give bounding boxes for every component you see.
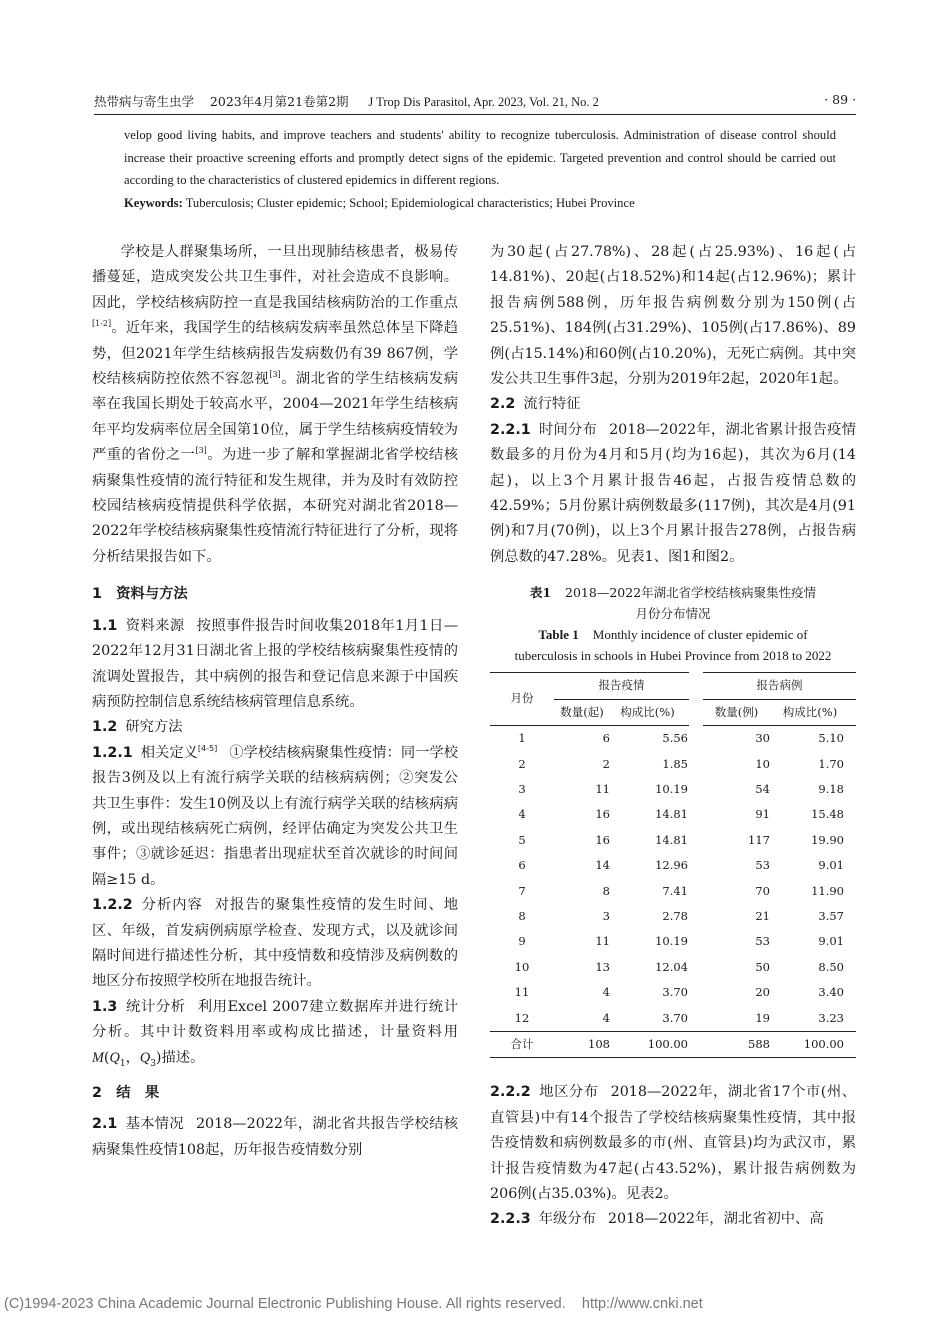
col-count-cases: 数量(例) — [696, 699, 776, 725]
section-2-2-3-number: 2.2.3 — [490, 1211, 531, 1228]
paren-close: ) — [155, 1049, 162, 1066]
left-column — [92, 240, 458, 1163]
month-cell: 8 — [518, 908, 526, 923]
outbreak-count-cell: 6 — [602, 731, 610, 746]
citation-1-2: [1-2] — [92, 319, 112, 329]
case-count-cell: 70 — [755, 883, 770, 898]
outbreak-pct-cell: 10.19 — [655, 781, 688, 796]
month-cell: 9 — [518, 934, 526, 949]
section-2-1-number: 2.1 — [92, 1116, 118, 1133]
outbreak-count-cell: 11 — [595, 934, 610, 949]
case-count-cell: 91 — [755, 807, 770, 822]
quartile-symbol-1: Q — [109, 1049, 120, 1066]
month-cell: 11 — [514, 985, 530, 1000]
table-1-body — [490, 726, 856, 1032]
journal-name-cn: 热带病与寄生虫学 — [94, 94, 195, 109]
keywords-line — [124, 192, 836, 215]
table-row — [490, 853, 856, 878]
section-2-1 — [92, 1112, 458, 1163]
header-rule — [94, 114, 856, 115]
citation-3a: [3] — [269, 370, 281, 380]
page-number: · 89 · — [824, 92, 856, 107]
section-1-2-number: 1.2 — [92, 719, 118, 736]
section-2-2-1-title: 时间分布 — [538, 421, 598, 438]
table-row — [490, 904, 856, 929]
case-count-cell: 53 — [755, 858, 770, 873]
section-1-2-1-number: 1.2.1 — [92, 744, 133, 761]
table-row — [490, 726, 856, 752]
section-1-2 — [92, 715, 458, 740]
section-2-2-2 — [490, 1080, 856, 1207]
table-row — [490, 777, 856, 802]
total-case-pct: 100.00 — [776, 1031, 856, 1057]
col-pct-outbreak: 构成比(%) — [620, 704, 675, 719]
section-1-3-text-b: 描述。 — [161, 1049, 205, 1066]
section-1-2-2-number: 1.2.2 — [92, 897, 133, 914]
header-journal-info — [94, 92, 599, 110]
abstract-block — [124, 124, 836, 214]
month-cell: 12 — [514, 1010, 530, 1025]
table-1-caption-en-line1 — [490, 624, 856, 645]
copyright-footer: (C)1994-2023 China Academic Journal Electronic Publishing House. All rights reserved. http://www.cnki.net — [4, 1296, 703, 1312]
quartile-subscript-3: 3 — [150, 1058, 156, 1069]
table-row — [490, 929, 856, 954]
section-2-2 — [490, 392, 856, 417]
total-outbreak-pct: 100.00 — [614, 1031, 696, 1057]
month-cell: 6 — [518, 858, 526, 873]
outbreak-count-cell: 14 — [595, 858, 610, 873]
table-1-title-en-1: Monthly incidence of cluster epidemic of — [592, 627, 808, 643]
section-1-3 — [92, 995, 458, 1071]
outbreak-pct-cell: 12.96 — [655, 858, 688, 873]
month-cell: 4 — [518, 807, 526, 822]
outbreak-pct-cell: 14.81 — [655, 807, 688, 822]
intro-text-3: 。湖北省的学生结核病发病率在我国长期处于较高水平，2004—2021年学生结核病年平均发病率位居全国第10位，属于学生结核病疫情较为严重的省份之一 — [92, 371, 458, 464]
section-2-heading: 2 结 果 — [92, 1085, 160, 1101]
keywords-label: Keywords: — [124, 195, 183, 210]
section-2-2-2-number: 2.2.2 — [490, 1084, 531, 1101]
section-1-3-number: 1.3 — [92, 998, 118, 1015]
col-month-header: 月份 — [490, 673, 554, 726]
case-pct-cell: 8.50 — [818, 959, 844, 974]
outbreak-pct-cell: 3.70 — [662, 985, 688, 1000]
section-1-2-1 — [92, 741, 458, 893]
section-1-1-title: 资料来源 — [125, 617, 185, 634]
intro-text-4: 。为进一步了解和掌握湖北省学校结核病聚集性疫情的流行特征和发生规律，并为及时有效防控校园结核病疫情提供科学依据，本研究对湖北省2018—2022年学校结核病聚集性疫情流行特征进行了分析，现将分析结果报告如下。 — [92, 447, 459, 565]
outbreak-count-cell: 3 — [602, 908, 610, 923]
month-cell: 10 — [514, 959, 530, 974]
section-2-1-text: 2018—2022年，湖北省共报告学校结核病聚集性疫情108起，历年报告疫情数分别 — [92, 1116, 458, 1158]
case-pct-cell: 5.10 — [818, 731, 844, 746]
outbreak-pct-cell: 14.81 — [655, 832, 688, 847]
running-header — [94, 90, 856, 112]
outbreak-count-cell: 16 — [595, 832, 610, 847]
total-cases: 588 — [696, 1031, 776, 1057]
section-1-2-1-title-wrap — [141, 745, 218, 761]
right-column — [490, 240, 856, 1233]
case-count-cell: 21 — [755, 908, 770, 923]
case-count-cell: 53 — [755, 934, 770, 949]
outbreak-pct-cell: 10.19 — [655, 934, 688, 949]
case-count-cell: 20 — [755, 985, 770, 1000]
section-2-1-title: 基本情况 — [125, 1116, 184, 1133]
section-1-2-title: 研究方法 — [125, 719, 183, 736]
section-2-2-3-text: 2018—2022年，湖北省初中、高 — [607, 1211, 824, 1228]
section-1-heading: 1 资料与方法 — [92, 586, 188, 603]
section-2-2-1-text: 2018—2022年，湖北省累计报告疫情数最多的月份为4月和5月(均为16起)，其次为6月(14起)，以上3个月累计报告46起，占报告疫情总数的42.59%；5月份累计病例数最多(117例)，其次是4月(91例)和7月(70例)，以上3个月累计报告278例，占报告病例总数的47.28%。见表1、图1和图2。 — [490, 421, 856, 565]
col-group-outbreak: 报告疫情 — [554, 673, 696, 699]
section-1-1 — [92, 614, 458, 716]
section-1-2-1-title: 相关定义 — [140, 744, 198, 761]
table-row — [490, 828, 856, 853]
quartile-separator: ， — [125, 1049, 140, 1066]
section-2-1-continued: 为30起(占27.78%)、28起(占25.93%)、16起(占14.81%)、20起(占18.52%)和14起(占12.96%)；累计报告病例588例，历年报告病例数分别为150例(占25.51%)、184例(占31.29%)、105例(占17.86%)、89例(占15.14%)和60例(占10.20%)，无死亡病例。其中突发公共卫生事件3起，分别为2019年2起，2020年1起。 — [490, 244, 856, 388]
section-2-2-number: 2.2 — [490, 396, 516, 413]
case-pct-cell: 1.70 — [818, 756, 844, 771]
section-1-3-text-a: 利用Excel 2007建立数据库并进行统计分析。其中计数资料用率或构成比描述，计量资料用 — [92, 998, 459, 1041]
citation-4-5: [4-5] — [197, 743, 218, 753]
section-1-2-2-text: 对报告的聚集性疫情的发生时间、地区、年级，首发病例病原学检查、发现方式，以及就诊间隔时间进行描述性分析，其中疫情数和疫情涉及病例数的地区分布按照学校所在地报告统计。 — [92, 897, 459, 990]
table-1 — [490, 672, 856, 1058]
quartile-subscript-1: 1 — [119, 1058, 126, 1069]
month-cell: 1 — [518, 731, 526, 746]
month-cell: 3 — [518, 781, 526, 796]
outbreak-pct-cell: 3.70 — [662, 1010, 688, 1025]
section-1-3-title: 统计分析 — [125, 998, 186, 1015]
section-1-2-2 — [92, 893, 458, 995]
median-symbol: M — [92, 1049, 104, 1066]
outbreak-count-cell: 16 — [595, 807, 610, 822]
case-pct-cell: 15.48 — [811, 807, 844, 822]
outbreak-count-cell: 11 — [595, 781, 610, 796]
section-2-2-3-title: 年级分布 — [538, 1211, 596, 1228]
section-2-2-2-text: 2018—2022年，湖北省17个市(州、直管县)中有14个报告了学校结核病聚集性疫情，其中报告疫情数和病例数最多的市(州、直管县)均为武汉市，累计报告疫情数为47起(占43.52%)，累计报告病例数为206例(占35.03%)。见表2。 — [490, 1084, 856, 1202]
case-pct-cell: 9.01 — [818, 858, 844, 873]
table-1-number-en: Table 1 — [538, 627, 579, 643]
case-count-cell: 54 — [755, 781, 770, 796]
month-cell: 7 — [518, 883, 526, 898]
case-pct-cell: 3.40 — [818, 985, 844, 1000]
table-row — [490, 980, 856, 1005]
case-pct-cell: 11.90 — [811, 883, 844, 898]
col-group-cases: 报告病例 — [696, 673, 856, 699]
outbreak-pct-cell: 1.85 — [662, 756, 688, 771]
case-count-cell: 50 — [755, 959, 770, 974]
outbreak-count-cell: 8 — [602, 883, 610, 898]
case-count-cell: 19 — [755, 1010, 770, 1025]
intro-text-2: 。近年来，我国学生的结核病发病率虽然总体呈下降趋势，但2021年学生结核病报告发病数仍有39 867例，学校结核病防控依然不容忽视 — [92, 320, 458, 388]
table-row — [490, 802, 856, 827]
outbreak-pct-cell: 12.04 — [655, 959, 688, 974]
table-row — [490, 879, 856, 904]
table-1-caption-en — [490, 624, 856, 666]
section-1-1-text: 按照事件报告时间收集2018年1月1日—2022年12月31日湖北省上报的学校结核病聚集性疫情的流调处置报告，其中病例的报告和登记信息来源于中国疾病预防控制信息系统结核病管理信息系统。 — [92, 617, 459, 710]
table-row — [490, 955, 856, 980]
section-1-1-number: 1.1 — [92, 617, 118, 634]
intro-text-1: 学校是人群聚集场所，一旦出现肺结核患者，极易传播蔓延，造成突发公共卫生事件，对社会造成不良影响。因此，学校结核病防控一直是我国结核病防治的工作重点 — [92, 244, 458, 311]
section-2-2-1-number: 2.2.1 — [490, 421, 531, 438]
case-count-cell: 117 — [748, 832, 770, 847]
journal-name-en: J Trop Dis Parasitol, Apr. 2023, Vol. 21, No. 2 — [368, 95, 599, 109]
outbreak-count-cell: 4 — [602, 985, 610, 1000]
outbreak-count-cell: 2 — [602, 756, 610, 771]
col-count-outbreak: 数量(起) — [560, 704, 604, 719]
case-pct-cell: 9.18 — [818, 781, 844, 796]
table-1-title-en-2: tuberculosis in schools in Hubei Province from 2018 to 2022 — [514, 648, 832, 664]
quartile-symbol-3: Q — [139, 1049, 151, 1066]
total-outbreaks: 108 — [554, 1031, 614, 1057]
table-1-number-cn: 表1 — [529, 585, 552, 601]
case-count-cell: 10 — [755, 756, 770, 771]
section-2-2-title: 流行特征 — [523, 396, 581, 413]
table-row — [490, 752, 856, 777]
outbreak-pct-cell: 5.56 — [662, 731, 688, 746]
intro-paragraph — [92, 240, 458, 570]
outbreak-pct-cell: 2.78 — [662, 908, 688, 923]
month-cell: 5 — [518, 832, 526, 847]
keywords-value: Tuberculosis; Cluster epidemic; School; Epidemiological characteristics; Hubei Province — [185, 195, 635, 210]
section-1-2-1-text: ①学校结核病聚集性疫情：同一学校报告3例及以上有流行病学关联的结核病病例；②突发公共卫生事件：发生10例及以上有流行病学关联的结核病病例，或出现结核病死亡病例，经评估确定为突发公共卫生事件；③就诊延迟：指患者出现症状至首次就诊的时间间隔≥15 d。 — [92, 744, 459, 888]
case-pct-cell: 9.01 — [818, 934, 844, 949]
table-1-title-cn-2: 月份分布情况 — [635, 606, 711, 622]
table-1-caption-cn-line1 — [490, 582, 856, 603]
abstract-text: velop good living habits, and improve teachers and students' ability to recognize tuberculosis. Administration of disease control should increase their proactive screening efforts and promptly detect signs of the epidemic. Targeted prevention and control should be carried out according to the characteristics of clustered epidemics in different regions. — [124, 128, 836, 187]
issue-cn: 2023年4月第21卷第2期 — [209, 94, 349, 109]
outbreak-count-cell: 4 — [602, 1010, 610, 1025]
table-row — [490, 1006, 856, 1032]
month-cell: 2 — [518, 756, 526, 771]
table-1-caption-cn — [490, 582, 856, 624]
section-2-2-3 — [490, 1207, 856, 1232]
section-2-2-1 — [490, 418, 856, 570]
table-total-row — [490, 1031, 856, 1057]
citation-3b: [3] — [195, 446, 207, 456]
case-count-cell: 30 — [755, 731, 770, 746]
table-1-title-cn-1: 2018—2022年湖北省学校结核病聚集性疫情 — [565, 585, 817, 601]
outbreak-count-cell: 13 — [595, 959, 610, 974]
table-header-row-1 — [490, 673, 856, 699]
outbreak-pct-cell: 7.41 — [662, 883, 688, 898]
paren-open: ( — [103, 1049, 110, 1066]
case-pct-cell: 19.90 — [811, 832, 844, 847]
case-pct-cell: 3.57 — [818, 908, 844, 923]
section-1-2-2-title: 分析内容 — [140, 897, 203, 914]
case-pct-cell: 3.23 — [818, 1010, 844, 1025]
col-pct-cases: 构成比(%) — [782, 704, 838, 719]
section-2-2-2-title: 地区分布 — [538, 1084, 599, 1101]
total-label: 合计 — [490, 1031, 554, 1057]
